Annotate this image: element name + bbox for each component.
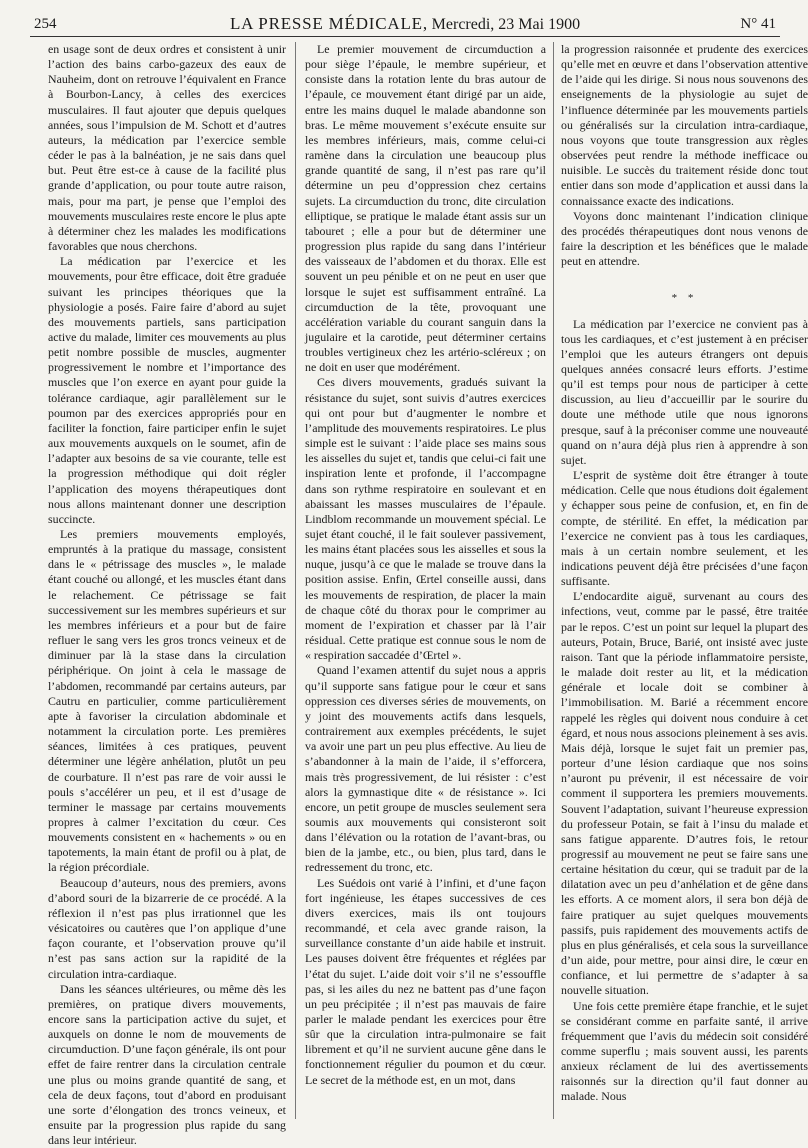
article-columns — [48, 42, 808, 1148]
paragraph: Les premiers mouvements employés, empruntés à la pratique du massage, consistent dans le « pétrissage des muscles », le malade étant couché ou allongé, et les muscles étant dans le relachement. Ce pétrissage se fait successivement sur les membres supérieurs et sur les membres inférieurs et a pour but de faire refluer le sang vers les gros troncs veineux et de diminuer par là la stase dans la circulation périphérique. On joint à cela le massage de l’abdomen, recommandé par certains auteurs, par Cautru en particulier, comme particulièrement apte à favoriser la circulation abdominale et notamment la circulation porte. Les premières séances, limitées à ces pratiques, peuvent déterminer une légère anhélation, plutôt un peu de courbature. Il n’est pas rare de voir aussi le pouls s’accélérer un peu, et il est d’usage de terminer le massage par certains mouvements propres à calmer l’excitation du cœur. Ces mouvements consistent en « hachements » ou en tapotements, la main étant de profil ou à plat, de la région précordiale. — [48, 527, 286, 875]
paragraph: Quand l’examen attentif du sujet nous a appris qu’il supporte sans fatigue pour le cœur et sans oppression ces diverses séries de mouvements, on y joint des mouvements actifs dans lesquels, contrairement aux exemples précédents, le sujet va avoir une part un peu plus effective. Au lieu de s’abandonner à la main de l’aide, il s’efforcera, mais très progressivement, de lui résister : c’est alors la gymnastique dite « de résistance ». Ici encore, un petit groupe de muscles seulement sera soumis aux mouvements qui consisteront soit dans l’élévation ou la rotation de l’avant-bras, ou bien de la jambe, etc., ou bien, plus tard, dans le redressement du tronc, etc. — [305, 663, 546, 875]
issue-number: N° 41 — [740, 16, 776, 32]
page-header — [34, 10, 776, 36]
journal-masthead — [34, 14, 776, 34]
column-divider — [553, 42, 554, 1119]
paragraph: Une fois cette première étape franchie, et le sujet se considérant comme en parfaite santé, il arrive fréquemment que l’avis du médecin soit considéré comme superflu ; mais souvent aussi, les parents anxieux réclament de lui des avertissements raisonnés sur la direction qu’il faut donner au malade. Nous — [561, 998, 808, 1104]
paragraph: La médication par l’exercice ne convient pas à tous les cardiaques, et c’est justement à en préciser l’emploi que les auteurs étrangers ont depuis quelques années consacré leurs efforts. J’estime qu’il est temps pour nous de participer à cette discussion, au lieu d’accueillir par le sourire du doute une méthode utile que nous ignorons presque, sauf à la préconiser comme une nouveauté quand on n’aura déjà plus rien à apprendre à son sujet. — [561, 316, 808, 467]
column-1 — [48, 42, 286, 1148]
column-divider — [295, 42, 296, 1119]
paragraph: Les Suédois ont varié à l’infini, et d’une façon fort ingénieuse, les étapes successives de ces divers exercices, mais ils ont toujours recommandé, et cela avec grande raison, la surveillance constante d’un aide habile et instruit. Les pauses doivent être fréquentes et réglées par l’état du sujet. L’aide doit voir s’il ne s’essouffle pas, si les ailes du nez ne battent pas d’une façon un peu précipitée ; il n’est pas mauvais de faire parler le malade pendant les exercices pour être sûr que la circulation intra-pulmonaire se fait librement et qu’il ne survient aucune gêne dans le fonctionnement régulier du poumon et du cœur. Le secret de la méthode est, en un mot, dans — [305, 875, 546, 1087]
paragraph: Ces divers mouvements, gradués suivant la résistance du sujet, sont suivis d’autres exercices qui ont pour but d’augmenter le nombre et l’amplitude des mouvements respiratoires. Le plus simple est le suivant : l’aide place ses mains sous les aisselles du sujet et, tandis que celui-ci fait une inspiration lente et profonde, il l’accompagne dans son rythme respiratoire en soulevant et en abaissant les masses musculaires de l’épaule. Lindblom recommande un mouvement spécial. Le sujet étant couché, il le fait soulever passivement, les mains étant placées sous les aisselles et sous la nuque, jusqu’à ce que le malade se trouve dans la position assise. Enfin, Œrtel conseille aussi, dans les mouvements de respiration, de placer la main de chaque côté du thorax pour le comprimer au moment de l’expiration et chasser par là l’air résidual. Cette pratique est connue sous le nom de « respiration saccadée d’Œrtel ». — [305, 375, 546, 663]
column-2 — [305, 42, 546, 1119]
section-asterism: * * — [671, 292, 698, 305]
paragraph: L’endocardite aiguë, survenant au cours des infections, veut, comme par le passé, être traitée par le repos. C’est un point sur lequel la plupart des auteurs, Potain, Bruce, Barié, ont insisté avec juste raison. Tant que la période inflammatoire persiste, le malade doit rester au lit, et la médication générale et locale doit se combiner à l’immobilisation. M. Barié a récemment encore rappelé les règles qui doivent nous conduire à cet égard, et nous nous associons pleinement à ses avis. Mais déjà, lorsque le sujet fait un premier pas, porteur d’une lésion cardiaque que nos soins n’auront pu prévenir, il est nécessaire de voir comment il supportera les premiers mouvements. Souvent l’adaptation, suivant l’heureuse expression du professeur Potain, se fait à l’insu du malade et sans fatigue apparente. D’autres fois, le retour progressif au mouvement ne peut se faire sans une certaine hésitation du cœur, qui se traduit par de la dilatation avec un peu d’anhélation et de gêne dans les efforts. A ce moment alors, il sera bon déjà de faire pratiquer au sujet quelques mouvements passifs, puis rapidement des mouvements actifs de plus en plus généralisés, et cela sous la surveillance d’un aide, pour mettre, pour ainsi dire, le cœur en confiance, et lui permettre de s’adapter à sa nouvelle situation. — [561, 589, 808, 998]
paragraph: Voyons donc maintenant l’indication clinique des procédés thérapeutiques dont nous venons de faire la description et les bénéfices que le malade peut en attendre. — [561, 208, 808, 269]
paragraph: la progression raisonnée et prudente des exercices qu’elle met en œuvre et dans l’observation attentive de l’aide qui les dirige. Si nous nous souvenons des enseignements de la physiologie au sujet de l’influence déterminée par les mouvements partiels ou généralisés sur la circulation intra-cardiaque, nous voyons que toute transgression aux règles observées peut rendre la méthode inefficace ou nuisible. Le succès du traitement réside donc tout entier dans son mode d’application et aussi dans la connaissance exacte des indications. — [561, 42, 808, 208]
column-3 — [561, 42, 808, 1119]
page-number: 254 — [34, 16, 57, 32]
paragraph: La médication par l’exercice et les mouvements, pour être efficace, doit être graduée suivant les principes théoriques que la physiologie a posés. Faire faire d’abord au sujet des mouvements partiels, sans participation active du malade, limiter ces mouvements au plus petit nombre possible de muscles, augmenter progressivement le nombre et l’importance des muscles que l’on exerce en ayant pour guide la tolérance cardiaque, agir parallèlement sur le poumon par des exercices appropriés pour en faciliter la fonction, faire participer enfin le sujet aux mouvements auxquels on le soumet, afin de l’adapter aux besoins de sa vie courante, telle est la progression méthodique qui doit régler l’application des moyens thérapeutiques dont nous allons maintenant donner une description succincte. — [48, 254, 286, 526]
journal-title: LA PRESSE MÉDICALE, — [229, 14, 428, 33]
header-rule — [30, 36, 780, 37]
paragraph: L’esprit de système doit être étranger à toute médication. Celle que nous étudions doit également y échapper sous peine de confusion, et, en fin de compte, de stérilité. En effet, la médication par l’exercice ne convient pas à tous les cardiaques, mais à un certain nombre seulement, et les indications peuvent déjà être précisées d’une façon suffisante. — [561, 468, 808, 589]
paragraph: en usage sont de deux ordres et consistent à unir l’action des bains carbo-gazeux des eaux de Nauheim, dont on retrouve l’équivalent en France à Bourbon-Lancy, à celles des exercices musculaires. Il faut ajouter que depuis quelques années, sous l’impulsion de M. Schott et d’autres auteurs, la médication par l’exercice semble céder le pas à la balnéation, je ne sais dans quel but. Peut être est-ce à cause de la facilité plus grande d’application, ou pour toute autre raison, mais, pour ma part, je pense que l’emploi des mouvements musculaires reste encore le plus apte à déterminer chez les malades les modifications favorables que nous cherchons. — [48, 42, 286, 254]
paragraph: Dans les séances ultérieures, ou même dès les premières, on pratique divers mouvements, encore sans la participation active du sujet, et auxquels on donne le nom de mouvements de circumduction. D’une façon générale, ils ont pour effet de faire rentrer dans la circulation centrale une plus ou moins grande quantité de sang, et cela de deux façons, tout d’abord en produisant une sorte d’élongation des troncs veineux, et ensuite par la progression plus rapide du sang dans leur intérieur. — [48, 981, 286, 1148]
paragraph: Beaucoup d’auteurs, nous des premiers, avons d’abord souri de la bizarrerie de ce procédé. A la réflexion il n’est pas plus irrationnel que les vésicatoires ou cautères que l’on applique d’une façon courante, et l’observation prouve qu’il n’est pas sans action sur la rapidité de la circulation intra-cardiaque. — [48, 875, 286, 981]
paragraph: Le premier mouvement de circumduction a pour siège l’épaule, le membre supérieur, et consiste dans la rotation lente du bras autour de l’épaule, ce mouvement étant dirigé par un aide, entre les mains duquel le malade abandonne son bras. Le même mouvement s’exécute ensuite sur les membres inférieurs, mais, comme celui-ci ramène dans la circulation une beaucoup plus grande quantité de sang, il n’est pas rare qu’il détermine un peu d’oppression chez certains sujets. La circumduction du tronc, dite circulation elliptique, se pratique le malade étant assis sur un tabouret ; elle a pour but de déterminer une progression plus rapide du sang dans l’intérieur des vaisseaux de l’abdomen et du thorax. Elle est souvent un peu pénible et on ne peut en user que lorsque le sujet est suffisamment entraîné. La circumduction de la tête, provoquant une accélération variable du courant sanguin dans la jugulaire et la carotide, peut déterminer certains troubles vertigineux chez les artério-scléreux ; on ne doit en user que modérément. — [305, 42, 546, 375]
issue-date: Mercredi, 23 Mai 1900 — [431, 16, 581, 33]
